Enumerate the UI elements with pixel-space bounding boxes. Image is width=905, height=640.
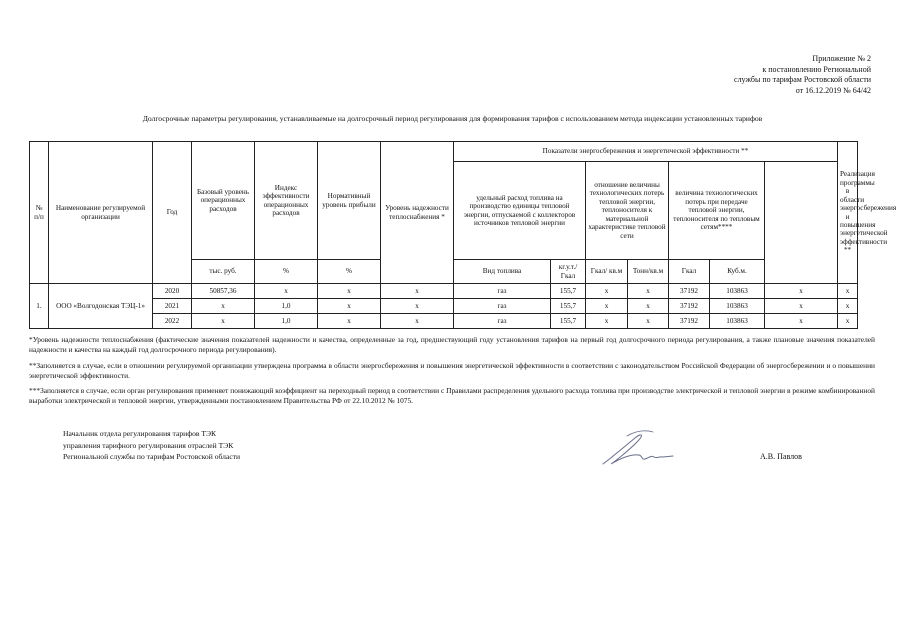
unit-profit: %: [318, 260, 381, 284]
header-org: Наименование регулируемой организации: [49, 142, 153, 284]
cell-fuel-rate: 155,7: [551, 284, 586, 299]
footnote-fuel-coefficient: ***Заполняется в случае, если орган регулирования применяет понижающий коэффициент на переходный период в соответствии с Правилами распределения удельного расхода топлива при производстве электрической и тепловой энергии в режиме комбинированной выработки электрической и тепловой энергии, утвержденными постановлением Правительства РФ от 22.10.2012 № 1075.: [29, 386, 875, 405]
signatory-position: [63, 428, 240, 463]
cell-year: 2020: [153, 284, 192, 299]
cell-base: x: [192, 314, 255, 329]
header-num: № п/п: [30, 142, 49, 284]
table-row: [30, 299, 858, 314]
cell-base: x: [192, 299, 255, 314]
header-program: Реализация программы в области энергосбережения и повышения энергетической эффективности **: [838, 142, 858, 284]
cell-profit: x: [318, 299, 381, 314]
cell-index: x: [255, 284, 318, 299]
handwritten-signature: [597, 428, 677, 470]
cell-program: x: [765, 284, 838, 299]
header-energy-group: Показатели энергосбережения и энергетической эффективности **: [454, 142, 838, 162]
cell-program: x: [765, 299, 838, 314]
header-fuel-rate: удельный расход топлива на производство единицы тепловой энергии, отпускаемой с коллекторов источников тепловой энергии: [454, 162, 586, 260]
cell-dynamics: x: [838, 314, 858, 329]
appendix-line: от 16.12.2019 № 64/42: [795, 85, 871, 95]
cell-reliability: x: [381, 284, 454, 299]
cell-index: 1,0: [255, 299, 318, 314]
cell-gcal: 37192: [669, 314, 710, 329]
cell-base: 50857,36: [192, 284, 255, 299]
header-base-level: Базовый уровень операционных расходов: [192, 142, 255, 260]
cell-profit: x: [318, 284, 381, 299]
appendix-line: Приложение № 2: [812, 54, 871, 63]
table-row: [30, 314, 858, 329]
cell-dynamics: x: [838, 299, 858, 314]
cell-reliability: x: [381, 299, 454, 314]
footnote-energy-program: **Заполняется в случае, если в отношении регулируемой организации утверждена программа в области энергосбережения и повышения энергетической эффективности в соответствии с законодательством Российской Федерации об энергосбережении и о повышении энергетической эффективности.: [29, 361, 875, 380]
org-name: ООО «Волгодонская ТЭЦ-1»: [49, 284, 153, 329]
cell-index: 1,0: [255, 314, 318, 329]
header-loss-value: величина технологических потерь при передаче тепловой энергии, теплоносителя по тепловым сетям****: [669, 162, 765, 260]
signatory-line: управления тарифного регулирования отраслей ТЭК: [63, 440, 234, 450]
table-row: [30, 284, 858, 299]
signatory-name: А.В. Павлов: [760, 452, 802, 461]
cell-fuel-rate: 155,7: [551, 314, 586, 329]
cell-fuel-rate: 155,7: [551, 299, 586, 314]
cell-loss-gcal: x: [586, 299, 628, 314]
header-loss-ratio: отношение величины технологических потерь тепловой энергии, теплоносителя к материальной характеристике тепловой сети: [586, 162, 669, 260]
appendix-header: [611, 54, 871, 96]
unit-base-level: тыс. руб.: [192, 260, 255, 284]
unit-fuel-rate: кг.у.т./ Гкал: [551, 260, 586, 284]
header-year: Год: [153, 142, 192, 284]
unit-index: %: [255, 260, 318, 284]
org-number: 1.: [30, 284, 49, 329]
header-profit: Нормативный уровень прибыли: [318, 142, 381, 260]
cell-year: 2021: [153, 299, 192, 314]
cell-loss-gcal: x: [586, 314, 628, 329]
cell-loss-t: x: [628, 284, 669, 299]
cell-m3: 103863: [710, 299, 765, 314]
unit-loss-gcal: Гкал/ кв.м: [586, 260, 628, 284]
document-title: Долгосрочные параметры регулирования, устанавливаемые на долгосрочный период регулирования для формирования тарифов с использованием метода индексации установленных тарифов: [142, 114, 763, 123]
cell-gcal: 37192: [669, 284, 710, 299]
unit-loss-t: Тонн/кв.м: [628, 260, 669, 284]
cell-loss-t: x: [628, 299, 669, 314]
footnote-reliability: *Уровень надежности теплоснабжения (фактические значения показателей надежности и качества, определенные за год, предшествующий году установления тарифов на первый год долгосрочного периода регулирования, а также плановые значения показателей надежности и качества на каждый год долгосрочного периода регулирования).: [29, 335, 875, 354]
cell-reliability: x: [381, 314, 454, 329]
cell-fuel: газ: [454, 284, 551, 299]
cell-fuel: газ: [454, 314, 551, 329]
cell-loss-t: x: [628, 314, 669, 329]
parameters-table: [29, 141, 897, 329]
unit-value-gcal: Гкал: [669, 260, 710, 284]
appendix-line: службы по тарифам Ростовской области: [734, 75, 871, 84]
cell-program: x: [765, 314, 838, 329]
cell-loss-gcal: x: [586, 284, 628, 299]
cell-m3: 103863: [710, 284, 765, 299]
cell-profit: x: [318, 314, 381, 329]
cell-year: 2022: [153, 314, 192, 329]
signatory-line: Начальник отдела регулирования тарифов ТЭК: [63, 429, 217, 438]
unit-fuel-type: Вид топлива: [454, 260, 551, 284]
cell-gcal: 37192: [669, 299, 710, 314]
header-index: Индекс эффективности операционных расходов: [255, 142, 318, 260]
unit-value-m3: Куб.м.: [710, 260, 765, 284]
signatory-line: Региональной службы по тарифам Ростовской области: [63, 452, 241, 461]
cell-m3: 103863: [710, 314, 765, 329]
appendix-line: к постановлению Региональной: [762, 64, 871, 74]
cell-fuel: газ: [454, 299, 551, 314]
cell-dynamics: x: [838, 284, 858, 299]
header-reliability: Уровень надежности теплоснабжения *: [381, 142, 454, 284]
